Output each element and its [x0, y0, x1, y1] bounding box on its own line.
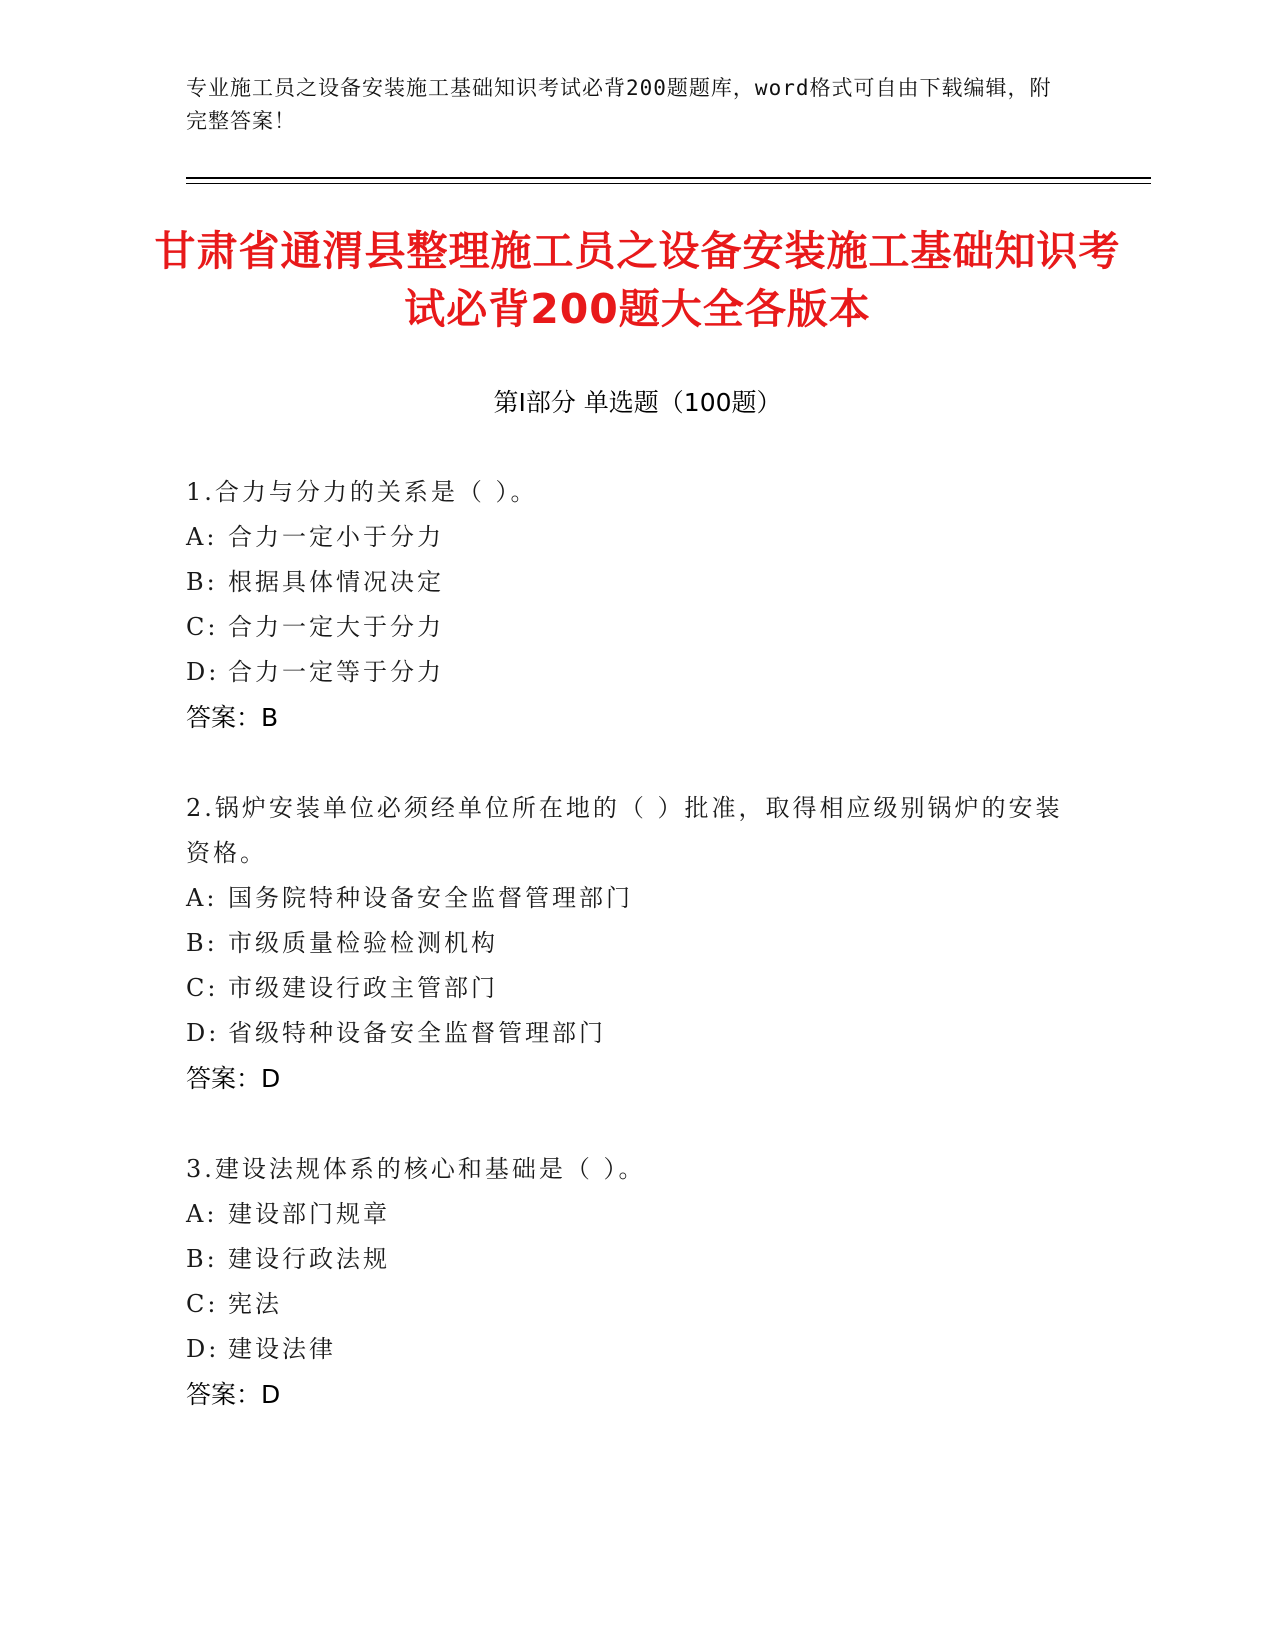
option-b — [186, 921, 1086, 966]
option-letter: A: — [186, 523, 218, 551]
option-text: 合力一定等于分力 — [228, 658, 444, 686]
question-stem: 1.合力与分力的关系是（ ）。 — [186, 478, 538, 506]
option-text: 建设法律 — [228, 1335, 336, 1363]
option-text: 建设部门规章 — [228, 1200, 390, 1228]
option-letter: B: — [186, 929, 218, 957]
option-letter: B: — [186, 1245, 218, 1273]
option-text: 合力一定小于分力 — [228, 523, 444, 551]
option-letter: D: — [186, 1335, 220, 1363]
option-text: 建设行政法规 — [228, 1245, 390, 1273]
question-3 — [186, 1147, 1086, 1417]
option-text: 合力一定大于分力 — [228, 613, 444, 641]
option-a — [186, 515, 1086, 560]
question-stem: 3.建设法规体系的核心和基础是（ ）。 — [186, 1155, 646, 1183]
option-d — [186, 1011, 1086, 1056]
question-list — [186, 470, 1086, 1463]
option-a — [186, 876, 1086, 921]
answer-line: 答案：D — [186, 1064, 281, 1093]
option-letter: C: — [186, 613, 219, 641]
option-text: 市级建设行政主管部门 — [228, 974, 498, 1002]
option-c — [186, 1282, 1086, 1327]
option-letter: A: — [186, 1200, 218, 1228]
header-note: 专业施工员之设备安装施工基础知识考试必背200题题库，word格式可自由下载编辑，附完整答案！ — [186, 76, 1052, 133]
option-text: 根据具体情况决定 — [228, 568, 444, 596]
header-rule-thin — [186, 183, 1151, 184]
section-heading: 第Ⅰ部分 单选题（100题） — [493, 388, 782, 417]
question-1 — [186, 470, 1086, 740]
option-c — [186, 966, 1086, 1011]
question-stem: 2.锅炉安装单位必须经单位所在地的（ ）批准，取得相应级别锅炉的安装资格。 — [186, 794, 1063, 867]
option-b — [186, 1237, 1086, 1282]
header-rule-thick — [186, 177, 1151, 179]
option-letter: C: — [186, 1290, 219, 1318]
option-text: 宪法 — [228, 1290, 282, 1318]
answer-line: 答案：D — [186, 1380, 281, 1409]
option-c — [186, 605, 1086, 650]
option-letter: A: — [186, 884, 218, 912]
option-d — [186, 1327, 1086, 1372]
option-letter: C: — [186, 974, 219, 1002]
question-2 — [186, 786, 1086, 1101]
option-b — [186, 560, 1086, 605]
option-text: 省级特种设备安全监督管理部门 — [228, 1019, 606, 1047]
answer-line: 答案：B — [186, 703, 279, 732]
option-d — [186, 650, 1086, 695]
option-letter: D: — [186, 1019, 220, 1047]
option-text: 市级质量检验检测机构 — [228, 929, 498, 957]
option-a — [186, 1192, 1086, 1237]
document-title: 甘肃省通渭县整理施工员之设备安装施工基础知识考试必背200题大全各版本 — [154, 227, 1121, 333]
option-letter: B: — [186, 568, 218, 596]
option-text: 国务院特种设备安全监督管理部门 — [228, 884, 633, 912]
option-letter: D: — [186, 658, 220, 686]
